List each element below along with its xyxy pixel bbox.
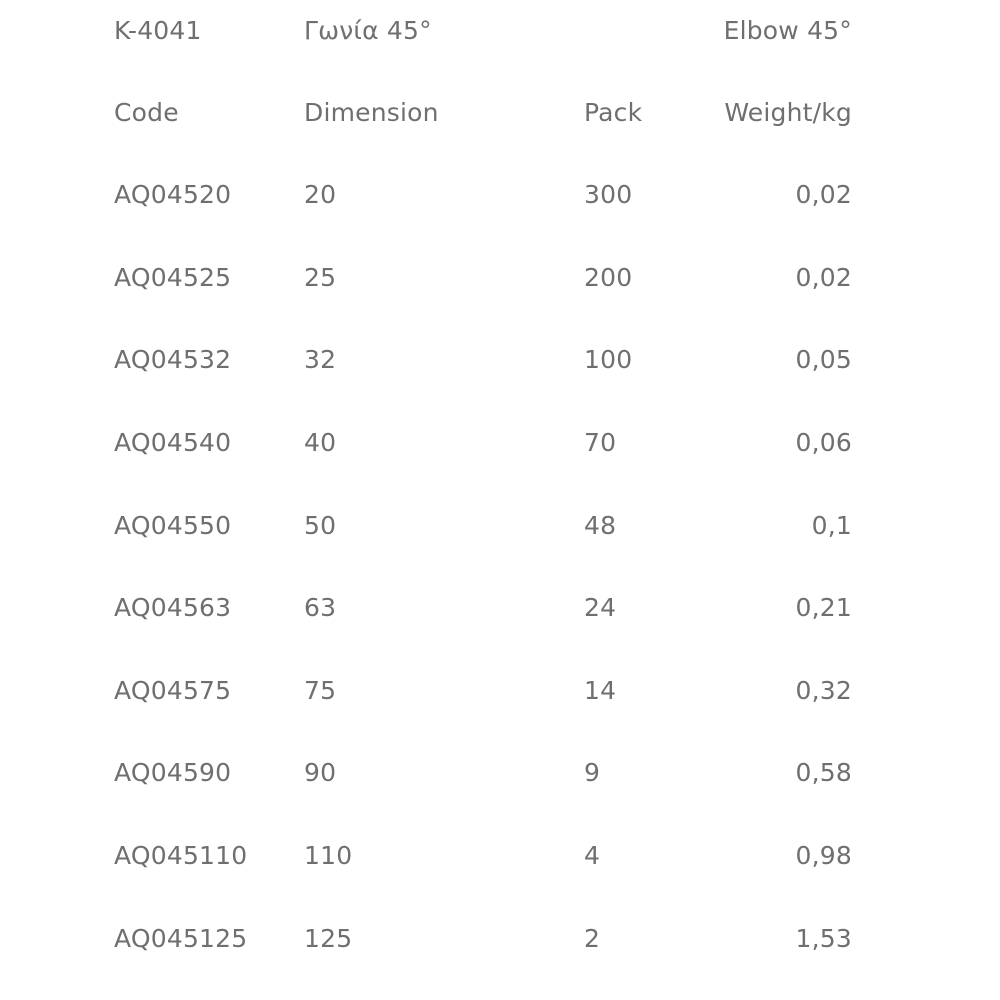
cell-dimension: 25 bbox=[304, 263, 337, 292]
table-row bbox=[0, 175, 1000, 215]
cell-dimension: 40 bbox=[304, 428, 337, 457]
cell-pack: 9 bbox=[584, 758, 601, 787]
table-row bbox=[0, 340, 1000, 380]
cell-weight: 0,98 bbox=[795, 841, 852, 870]
header-dimension: Dimension bbox=[304, 98, 439, 127]
cell-pack: 14 bbox=[584, 676, 617, 705]
cell-dimension: 90 bbox=[304, 758, 337, 787]
cell-weight: 1,53 bbox=[795, 924, 852, 953]
cell-weight: 0,06 bbox=[795, 428, 852, 457]
cell-code: AQ04540 bbox=[114, 428, 232, 457]
product-title-row bbox=[0, 11, 1000, 51]
table-row bbox=[0, 753, 1000, 793]
product-name-greek: Γωνία 45° bbox=[304, 16, 432, 45]
cell-dimension: 32 bbox=[304, 345, 337, 374]
cell-pack: 100 bbox=[584, 345, 633, 374]
cell-code: AQ04532 bbox=[114, 345, 232, 374]
cell-code: AQ04525 bbox=[114, 263, 232, 292]
cell-weight: 0,02 bbox=[795, 180, 852, 209]
cell-weight: 0,21 bbox=[795, 593, 852, 622]
cell-dimension: 63 bbox=[304, 593, 337, 622]
cell-pack: 300 bbox=[584, 180, 633, 209]
header-weight: Weight/kg bbox=[724, 98, 852, 127]
table-row bbox=[0, 506, 1000, 546]
cell-dimension: 50 bbox=[304, 511, 337, 540]
cell-pack: 70 bbox=[584, 428, 617, 457]
table-row bbox=[0, 588, 1000, 628]
cell-pack: 4 bbox=[584, 841, 601, 870]
cell-pack: 48 bbox=[584, 511, 617, 540]
cell-dimension: 75 bbox=[304, 676, 337, 705]
cell-weight: 0,1 bbox=[811, 511, 852, 540]
cell-code: AQ045125 bbox=[114, 924, 248, 953]
table-row bbox=[0, 836, 1000, 876]
cell-dimension: 110 bbox=[304, 841, 353, 870]
header-pack: Pack bbox=[584, 98, 643, 127]
table-row bbox=[0, 671, 1000, 711]
product-name-english: Elbow 45° bbox=[723, 16, 852, 45]
cell-weight: 0,58 bbox=[795, 758, 852, 787]
cell-dimension: 20 bbox=[304, 180, 337, 209]
cell-weight: 0,32 bbox=[795, 676, 852, 705]
cell-code: AQ04590 bbox=[114, 758, 232, 787]
cell-code: AQ04550 bbox=[114, 511, 232, 540]
product-code: K-4041 bbox=[114, 16, 202, 45]
header-code: Code bbox=[114, 98, 179, 127]
cell-code: AQ04520 bbox=[114, 180, 232, 209]
cell-pack: 2 bbox=[584, 924, 601, 953]
cell-weight: 0,05 bbox=[795, 345, 852, 374]
table-row bbox=[0, 423, 1000, 463]
cell-code: AQ04575 bbox=[114, 676, 232, 705]
cell-dimension: 125 bbox=[304, 924, 353, 953]
table-row bbox=[0, 919, 1000, 959]
table-row bbox=[0, 258, 1000, 298]
cell-weight: 0,02 bbox=[795, 263, 852, 292]
cell-code: AQ045110 bbox=[114, 841, 248, 870]
cell-pack: 200 bbox=[584, 263, 633, 292]
table-header-row bbox=[0, 93, 1000, 133]
cell-pack: 24 bbox=[584, 593, 617, 622]
cell-code: AQ04563 bbox=[114, 593, 232, 622]
